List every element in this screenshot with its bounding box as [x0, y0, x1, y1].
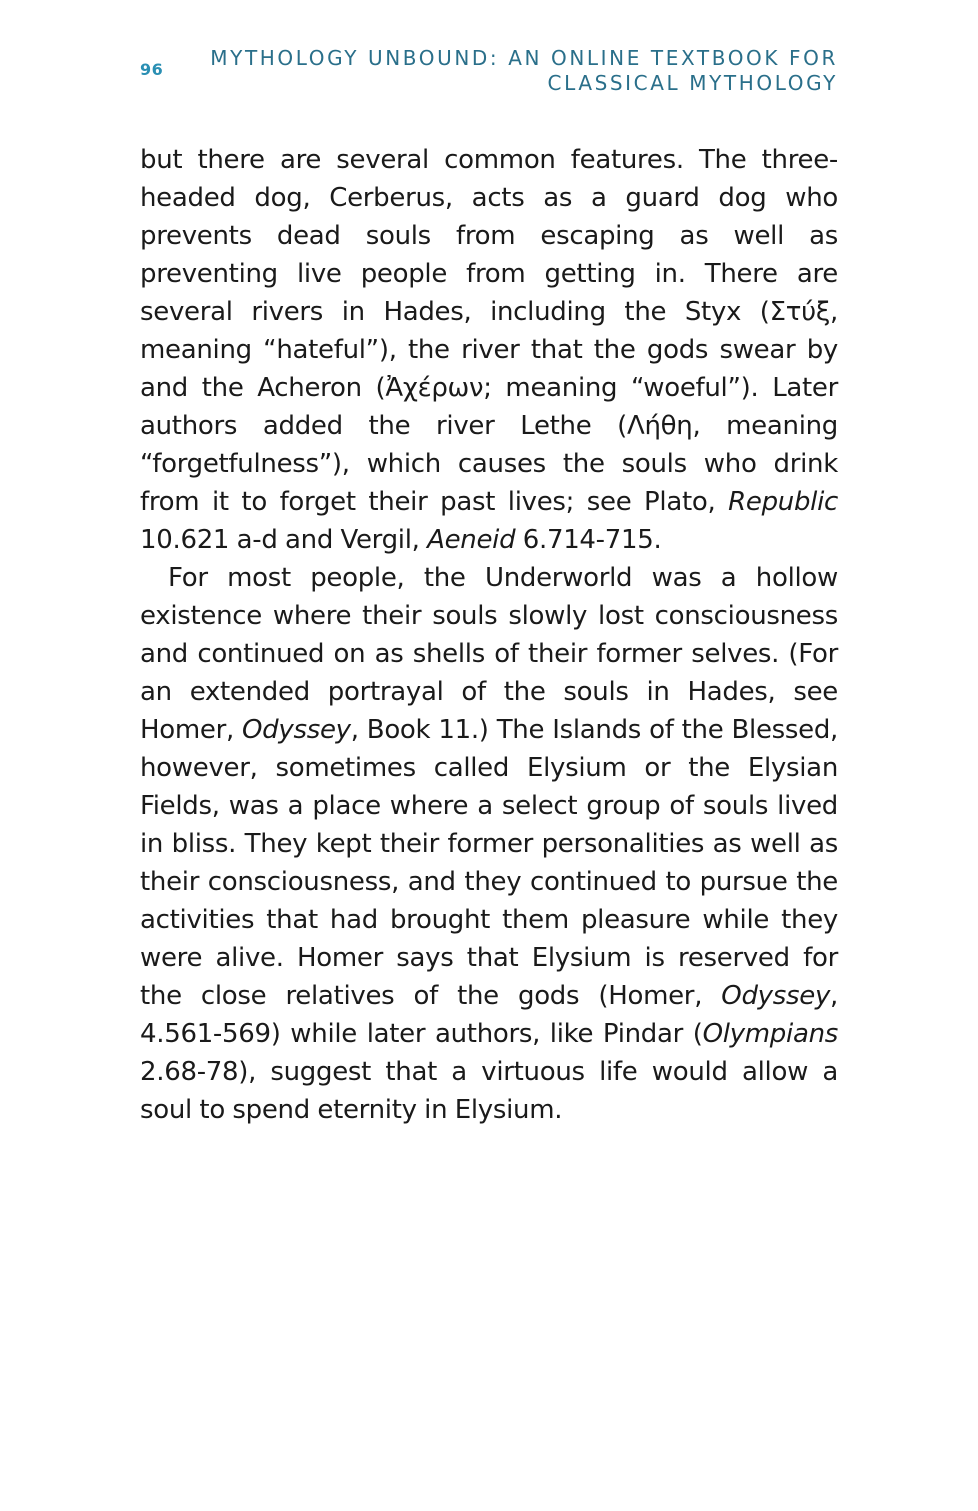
paragraph-2-text-3: , 4.561-569) while later authors, like Pindar ( [140, 981, 838, 1049]
citation-olympians: Olympians [702, 1019, 838, 1049]
paragraph-rivers-of-hades [140, 141, 838, 559]
running-title-line-2: CLASSICAL MYTHOLOGY [547, 71, 838, 95]
page-header [140, 46, 838, 96]
running-title-line-1: MYTHOLOGY UNBOUND: AN ONLINE TEXTBOOK FOR [210, 46, 838, 70]
citation-republic: Republic [728, 487, 838, 517]
citation-odyssey-4: Odyssey [721, 981, 831, 1011]
paragraph-2-text-4: 2.68-78), suggest that a virtuous life would allow a soul to spend eternity in Elysium. [140, 1057, 838, 1125]
body-text [140, 141, 838, 1129]
paragraph-2-text-2: , Book 11.) The Islands of the Blessed, however, sometimes called Elysium or the Elysian Fields, was a place where a select group of souls lived in bliss. They kept their former personalities as well as their consciousness, and they continued to pursue the activities that had brought them pleasure while they were alive. Homer says that Elysium is reserved for the close relatives of the gods (Homer, [140, 715, 839, 1011]
page-number: 96 [140, 60, 164, 79]
paragraph-1-text-1: but there are several common features. The three-headed dog, Cerberus, acts as a guard dog who prevents dead souls from escaping as well as preventing live people from getting in. There are several rivers in Hades, including the Styx (Στύξ, meaning “hateful”), the river that the gods swear by and the Acheron (Ἀχέρων; meaning “woeful”). Later authors added the river Lethe (Λήθη, meaning “forgetfulness”), which causes the souls who drink from it to forget their past lives; see Plato, [140, 145, 838, 517]
citation-odyssey-book-11: Odyssey [242, 715, 351, 745]
paragraph-1-text-3: 6.714-715. [515, 525, 662, 555]
paragraph-1-text-2: 10.621 a-d and Vergil, [140, 525, 428, 555]
paragraph-underworld-elysium [140, 559, 838, 1129]
paragraph-2-text-1: For most people, the Underworld was a hollow existence where their souls slowly lost consciousness and continued on as shells of their former selves. (For an extended portrayal of the souls in Hades, see Homer, [140, 563, 838, 745]
running-title [198, 46, 838, 96]
citation-aeneid: Aeneid [427, 525, 516, 555]
